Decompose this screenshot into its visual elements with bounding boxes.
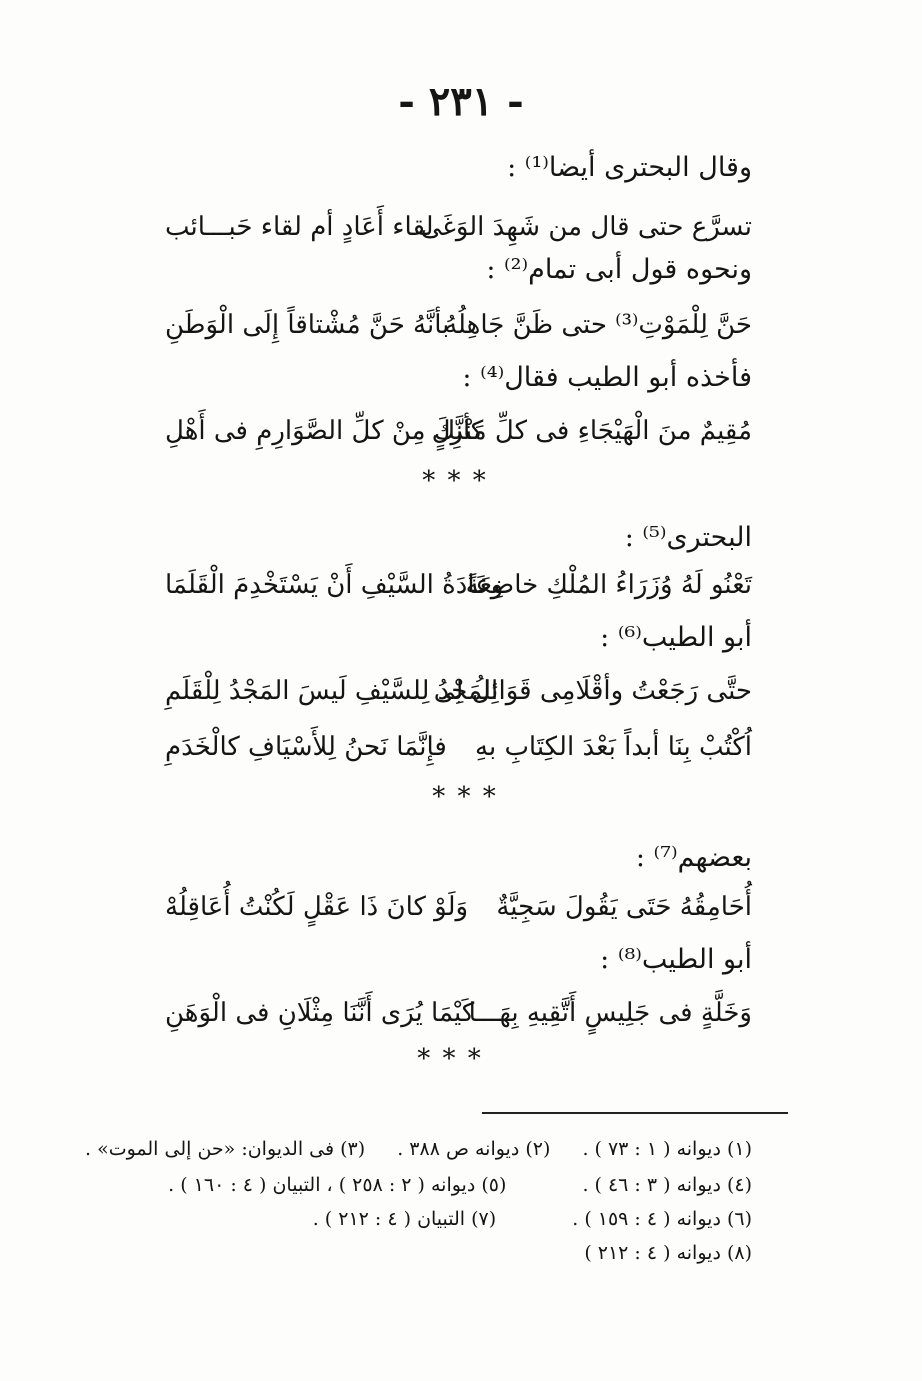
footnote: (١) ديوانه ( ١ : ٧٣ ) . [582, 1138, 752, 1160]
intro-line: البحترى⁽⁵⁾ : [624, 522, 752, 553]
intro-line: ونحوه قول أبى تمام⁽²⁾ : [486, 254, 752, 285]
footnote: (٢) ديوانه ص ٣٨٨ . [397, 1138, 551, 1160]
page-number: - ٢٣١ - [398, 78, 524, 125]
verse-left-hemistich: لقاء أَعَادٍ أم لقاء حَبـــائب [165, 212, 434, 242]
verse-right-hemistich: أُحَامِقُهُ حَتَى يَقُولَ سَجِيَّةٌ [496, 892, 752, 922]
verse-left-hemistich: كَيْمَا يُرَى أَنَّنَا مِثْلَانِ فى الْوَهَنِ [165, 998, 475, 1028]
intro-line: أبو الطيب⁽⁸⁾ : [600, 944, 752, 975]
verse-right-hemistich: حتَّى رَجَعْتُ وأقْلَامِى قَوَائِلُ لِى [433, 676, 752, 706]
verse-left-hemistich: وَلَوْ كانَ ذَا عَقْلٍ لَكُنْتُ أُعَاقِلُهْ [165, 892, 469, 922]
verse-right-hemistich: تَعْنُو لَهُ وُزَرَاءُ المُلْكِ خاضِعَةً [465, 570, 752, 600]
footnote: (٥) ديوانه ( ٢ : ٢٥٨ ) ، التبيان ( ٤ : ١٦٠ ) . [168, 1174, 507, 1196]
verse-right-hemistich: تسرَّع حتى قال من شَهِدَ الوَغَى [420, 212, 752, 242]
section-separator: * * * [422, 466, 488, 496]
verse-right-hemistich: حَنَّ لِلْمَوْتِ⁽³⁾ حتى ظَنَّ جَاهِلُهُ [444, 310, 752, 340]
intro-line: أبو الطيب⁽⁶⁾ : [600, 622, 752, 653]
footnote: (٦) ديوانه ( ٤ : ١٥٩ ) . [572, 1208, 752, 1230]
footnote: (٨) ديوانه ( ٤ : ٢١٢ ) [584, 1242, 752, 1264]
footnote: (٧) التبيان ( ٤ : ٢١٢ ) . [312, 1208, 497, 1230]
verse-left-hemistich: المَجْدُ لِلسَّيْفِ لَيسَ المَجْدُ لِلْقَلَمِ [165, 676, 499, 706]
verse-right-hemistich: اُكْتُبْ بِنَا أبداً بَعْدَ الكِتَابِ بهِ [475, 732, 752, 762]
verse-left-hemistich: وعَادَةُ السَّيْفِ أَنْ يَسْتَخْدِمَ الْقَلَمَا [165, 570, 504, 600]
verse-left-hemistich: بأنَّهُ حَنَّ مُشْتاقاً إِلَى الْوَطَنِ [165, 310, 450, 340]
verse-right-hemistich: وَخَلَّةٍ فى جَلِيسٍ أَتَّقِيهِ بِهَـــا [468, 998, 752, 1028]
footnote-divider [482, 1112, 788, 1114]
intro-line: وقال البحترى أيضا⁽¹⁾ : [507, 152, 752, 183]
footnote: (٣) فى الديوان: «حن إلى الموت» . [85, 1138, 366, 1160]
footnote-line [85, 1138, 752, 1160]
intro-line: بعضهم⁽⁷⁾ : [635, 842, 752, 873]
section-separator: * * * [417, 1044, 483, 1074]
footnote-line [168, 1174, 752, 1196]
verse-right-hemistich: مُقِيمٌ منَ الْهَيْجَاءِ فى كلِّ مَنْزِلٍ [431, 416, 752, 446]
footnote-line [313, 1208, 752, 1230]
footnote: (٤) ديوانه ( ٣ : ٤٦ ) . [582, 1174, 752, 1196]
verse-left-hemistich: فإِنَّمَا نَحنُ لِلأَسْيَافِ كالْخَدَمِ [165, 732, 447, 762]
footnote-line [584, 1242, 752, 1264]
verse-left-hemistich: كأنَّكَ مِنْ كلِّ الصَّوَارِمِ فى أَهْلِ [165, 416, 484, 446]
intro-line: فأخذه أبو الطيب فقال⁽⁴⁾ : [462, 362, 752, 393]
section-separator: * * * [432, 782, 498, 812]
